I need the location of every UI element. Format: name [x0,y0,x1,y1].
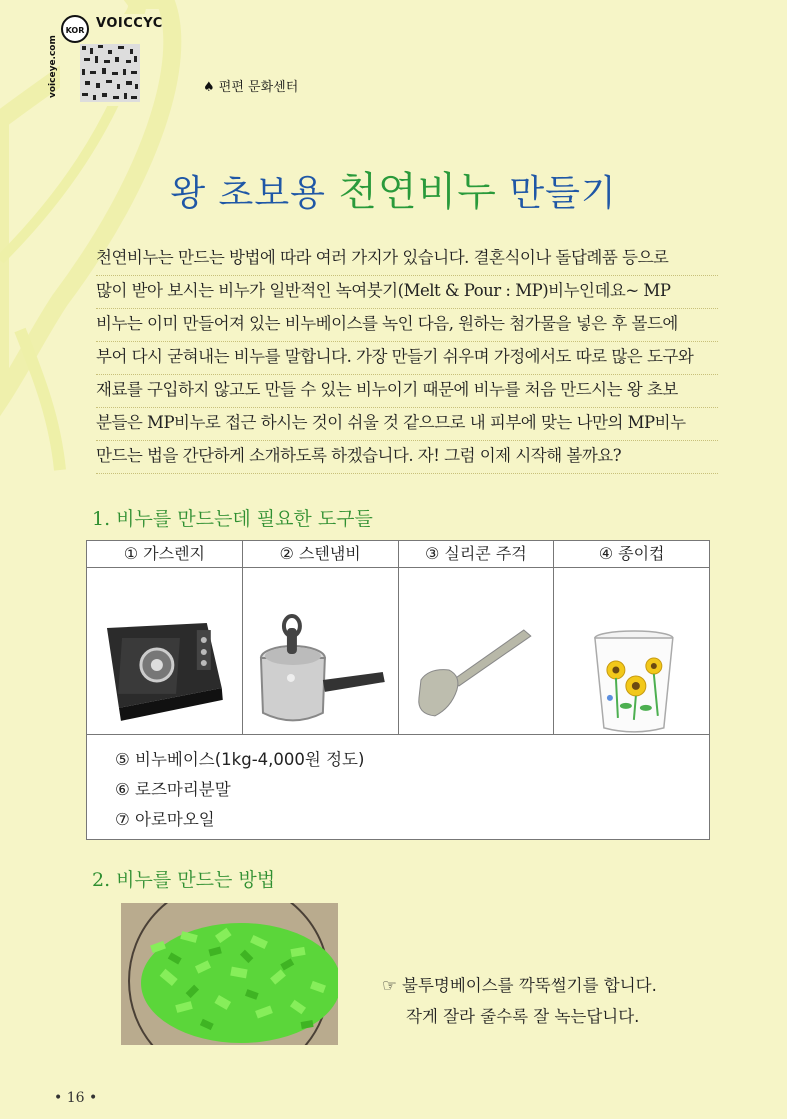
tools-image-row [87,568,709,735]
intro-line: 부어 다시 굳혀내는 비누를 말합니다. 가장 만들기 쉬우며 가정에서도 따로 많은 도구와 [96,342,718,375]
steel-pot-cell [243,568,399,734]
section-1-heading: 1. 비누를 만드는데 필요한 도구들 [92,508,373,530]
step-1-line-2: 작게 잘라 줄수록 잘 녹는답니다. [406,1007,640,1026]
voiceye-label: VOICCYC [96,16,163,31]
intro-line: 재료를 구입하지 않고도 만들 수 있는 비누이기 때문에 비누를 처음 만드시는 왕 초보 [96,375,718,408]
intro-line: 비누는 이미 만들어져 있는 비누베이스를 녹인 다음, 원하는 첨가물을 넣은 후 몰드에 [96,309,718,342]
tools-header-row [87,541,709,568]
title-part-2: 천연비누 [338,169,497,215]
extra-soap-base: ⑤ 비누베이스(1kg-4,000원 정도) [115,750,365,769]
intro-line: 많이 받아 보시는 비누가 일반적인 녹여붓기(Melt & Pour : MP)비누인데요~ MP [96,276,718,309]
extra-materials-list [87,735,709,839]
steel-pot-icon [243,568,398,734]
paper-cup-icon [554,568,709,734]
spatula-cell [399,568,555,734]
intro-line: 만드는 법을 간단하게 소개하도록 하겠습니다. 자! 그럼 이제 시작해 볼까요? [96,441,718,474]
tool-label-gas-stove: ① 가스렌지 [87,541,243,567]
title-part-3: 만들기 [496,173,617,214]
voiceye-url: voiceye.com [48,35,58,98]
silicone-spatula-icon [399,568,554,734]
paper-cup-cell [554,568,709,734]
gas-stove-cell [87,568,243,734]
section-tag: ♠ 편편 문화센터 [203,80,299,95]
title-part-1: 왕 초보용 [170,173,339,214]
extra-aroma-oil: ⑦ 아로마오일 [115,810,215,829]
gas-stove-icon [87,568,242,734]
intro-line: 분들은 MP비누로 접근 하시는 것이 쉬울 것 같으므로 내 피부에 맞는 나만의 MP비누 [96,408,718,441]
page-number: • 16 • [54,1090,98,1106]
tool-label-paper-cup: ④ 종이컵 [598,544,665,563]
tool-label-steel-pot: ② 스텐냄비 [243,541,399,567]
tool-label-spatula: ③ 실리콘 주걱 [399,541,555,567]
section-2-heading: 2. 비누를 만드는 방법 [92,869,276,891]
page-title [0,160,787,217]
step-1-line-1: ☞ 불투명베이스를 깍뚝썰기를 합니다. [382,976,657,995]
tools-table [86,540,710,840]
intro-line: 천연비누는 만드는 방법에 따라 여러 가지가 있습니다. 결혼식이나 돌답례품 등으로 [96,243,718,276]
extra-rosemary-powder: ⑥ 로즈마리분말 [115,780,231,799]
step-1-note [382,970,657,1032]
svg-text:KOR: KOR [65,26,85,35]
diced-soap-base-photo [121,903,338,1045]
intro-paragraph [96,243,718,474]
